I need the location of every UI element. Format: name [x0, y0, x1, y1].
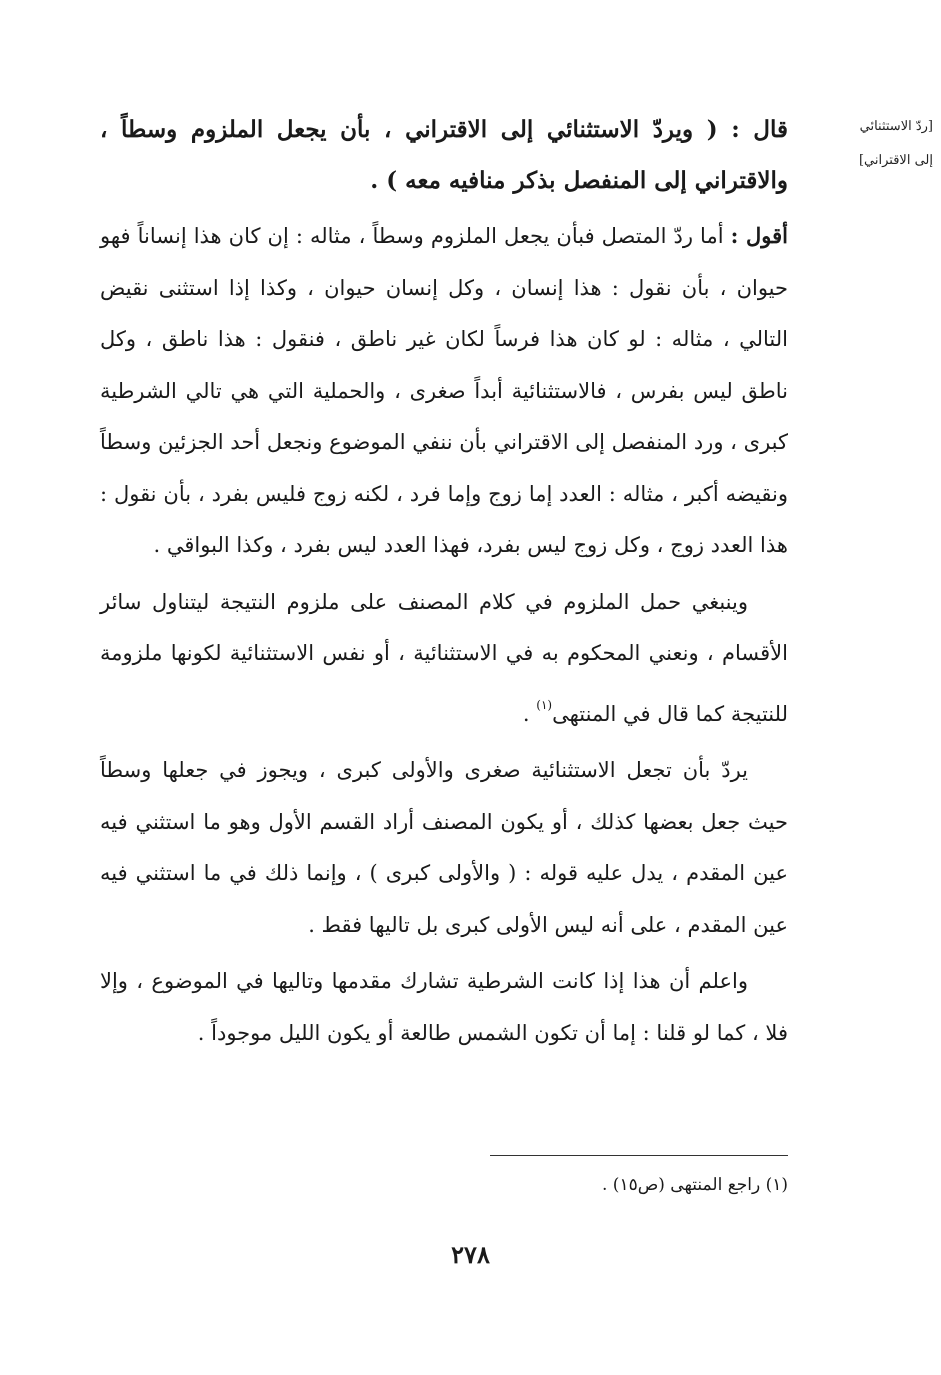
- commentary-body: [100, 210, 788, 1064]
- paragraph-text: واعلم أن هذا إذا كانت الشرطية تشارك مقدمها وتاليها في الموضوع ، وإلا فلا ، كما لو قلنا : إما أن تكون الشمس طالعة أو يكون الليل موجوداً .: [100, 969, 788, 1045]
- margin-note-line-1: [ردّ الاستثنائي: [859, 119, 933, 134]
- paragraph-text: وينبغي حمل الملزوم في كلام المصنف على ملزوم النتيجة ليتناول سائر الأقسام ، ونعني المحكوم به في الاستثنائية ، أو نفس الاستثنائية لكونها ملزومة للنتيجة كما قال في المنتهى: [100, 589, 788, 726]
- margin-note-line-2: إلى الاقتراني]: [858, 153, 933, 168]
- footnote-divider: [490, 1155, 788, 1156]
- paragraph-lead: أقول :: [730, 223, 788, 248]
- main-text-heading: قال : ( ويردّ الاستثنائي إلى الاقتراني ، بأن يجعل الملزوم وسطاً ، والاقتراني إلى المنفصل بذكر منافيه معه ) .: [100, 116, 788, 194]
- paragraph-3: [100, 745, 788, 951]
- paragraph-1: [100, 210, 788, 572]
- paragraph-text: يردّ بأن تجعل الاستثنائية صغرى والأولى كبرى ، ويجوز في جعلها وسطاً حيث جعل بعضها كذلك ، أو يكون المصنف أراد القسم الأول وهو ما استثني فيه عين المقدم ، يدل عليه قوله : ( والأولى كبرى ) ، وإنما ذلك في ما استثني فيه عين المقدم ، على أنه ليس الأولى كبرى بل تاليها فقط .: [100, 758, 788, 937]
- paragraph-text: أما ردّ المتصل فبأن يجعل الملزوم وسطاً ، مثاله : إن كان هذا إنساناً فهو حيوان ، بأن نقول : هذا إنسان ، وكل إنسان حيوان ، وكذا إذا استثنى نقيض التالي ، مثاله : لو كان هذا فرساً لكان غير ناطق ، فنقول : هذا ناطق ، وكل ناطق ليس بفرس ، فالاستثنائية أبداً صغرى ، والحملية التي هي تالي الشرطية كبرى ، ورد المنفصل إلى الاقتراني بأن ننفي الموضوع ونجعل أحد الجزئين وسطاً ونقيضه أكبر ، مثاله : العدد إما زوج وإما فرد ، لكنه زوج فليس بفرد ، بأن نقول : هذا العدد زوج ، وكل زوج ليس بفرد، فهذا العدد ليس بفرد ، وكذا البواقي .: [100, 224, 788, 557]
- paragraph-2: [100, 577, 788, 741]
- paragraph-tail: .: [522, 701, 537, 726]
- margin-note: [808, 110, 933, 178]
- footnote: (١) راجع المنتهى (ص١٥) .: [601, 1175, 788, 1195]
- footnote-reference[interactable]: (١): [536, 697, 553, 712]
- paragraph-4: [100, 956, 788, 1059]
- page-number: ٢٧٨: [451, 1240, 490, 1269]
